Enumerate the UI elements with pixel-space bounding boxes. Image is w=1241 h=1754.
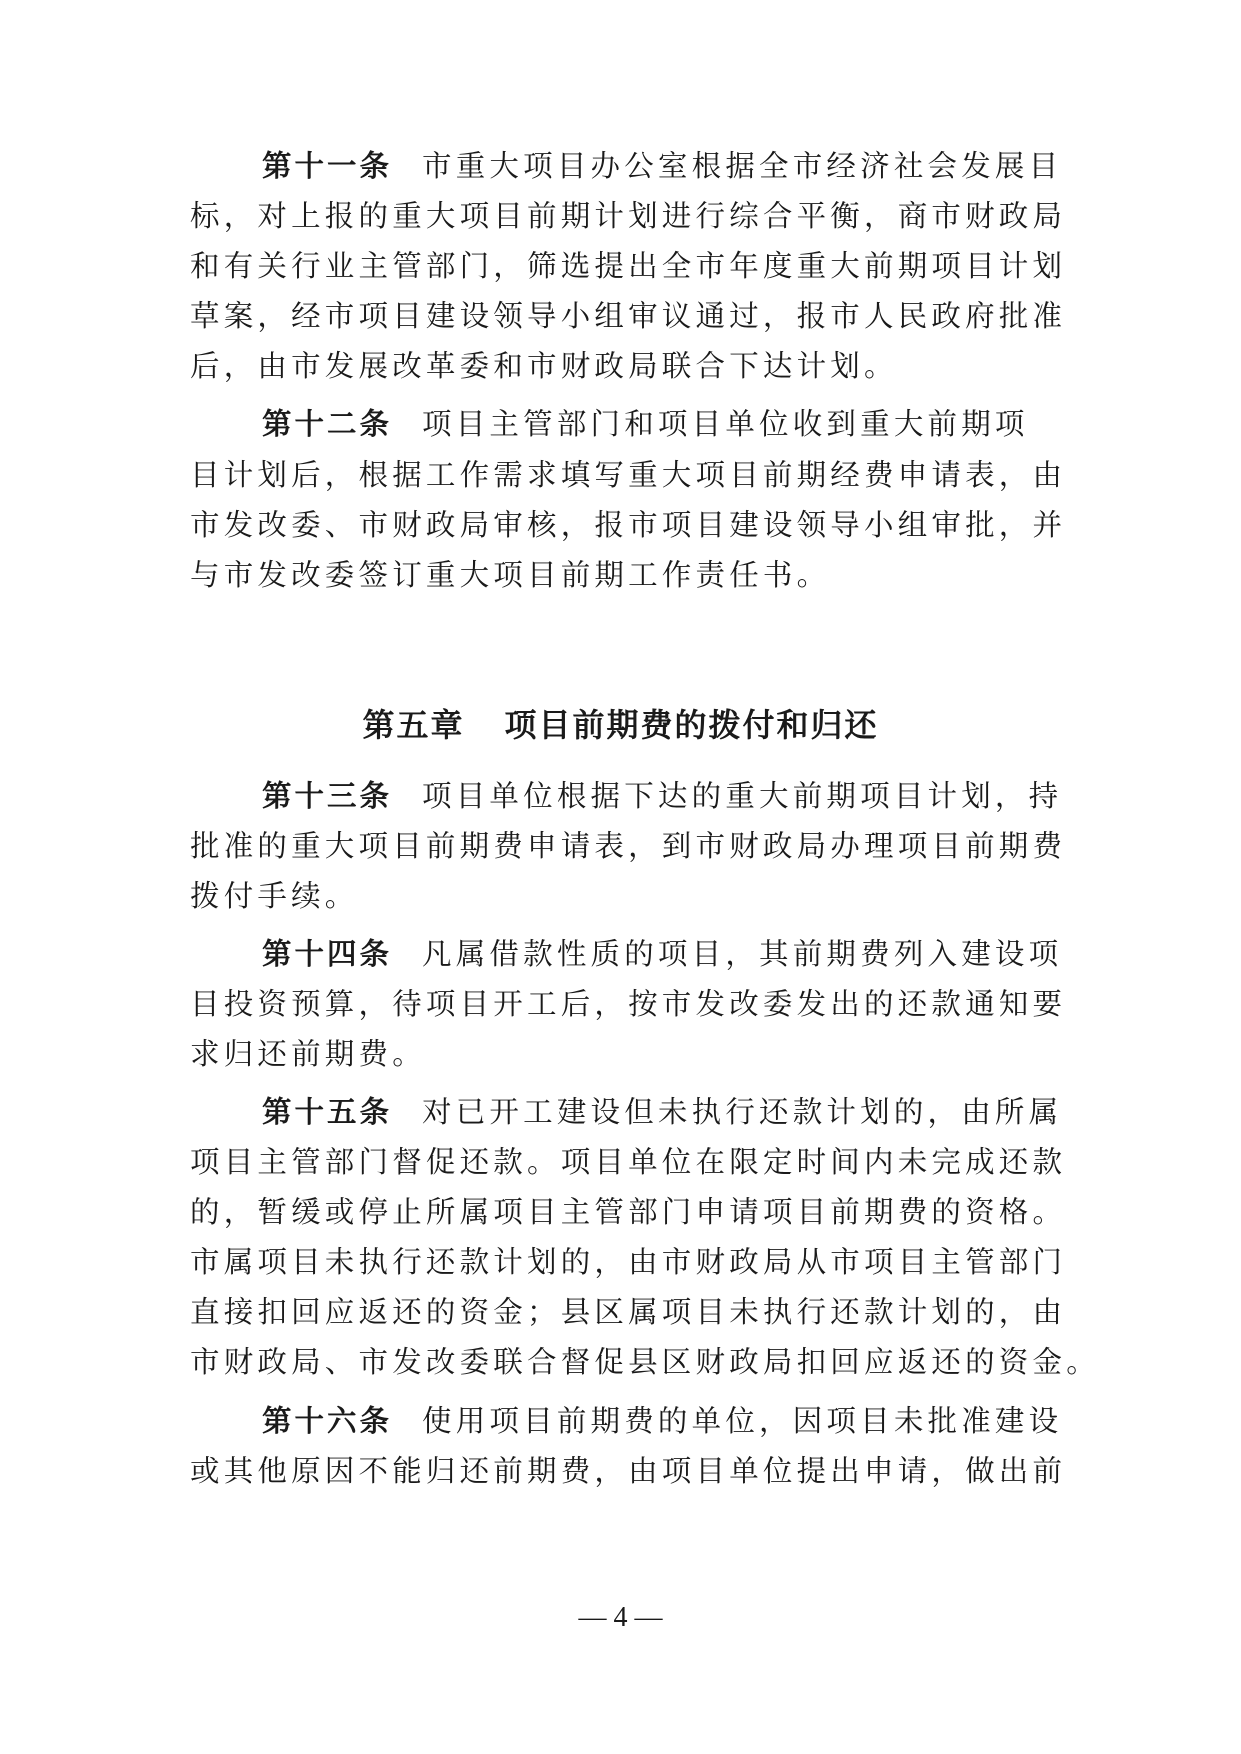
- article-12-text: 项目主管部门和项目单位收到重大前期项: [422, 407, 1029, 441]
- article-11-first-line: [262, 146, 1063, 186]
- article-15-line-2: 项目主管部门督促还款。项目单位在限定时间内未完成还款: [190, 1145, 1067, 1179]
- article-11-line-3: 和有关行业主管部门，筛选提出全市年度重大前期项目计划: [190, 249, 1067, 283]
- article-11-title: 第十一条: [262, 149, 393, 183]
- page-number: — 4 —: [578, 1602, 663, 1633]
- article-15-line-5: 直接扣回应返还的资金；县区属项目未执行还款计划的，由: [190, 1295, 1067, 1329]
- article-11-line-5: 后，由市发展改革委和市财政局联合下达计划。: [190, 349, 898, 383]
- chapter-title: 项目前期费的拨付和归还: [504, 706, 879, 744]
- article-14-first-line: [262, 934, 1063, 974]
- article-15-first-line: [262, 1092, 1063, 1132]
- article-13-title: 第十三条: [262, 779, 393, 813]
- article-12-line-3: 市发改委、市财政局审核，报市项目建设领导小组审批，并: [190, 508, 1067, 542]
- article-11-line-4: 草案，经市项目建设领导小组审议通过，报市人民政府批准: [190, 299, 1067, 333]
- article-15-text: 对已开工建设但未执行还款计划的，由所属: [422, 1095, 1063, 1129]
- article-13-line-3: 拨付手续。: [190, 879, 359, 913]
- article-13-line-2: 批准的重大项目前期费申请表，到市财政局办理项目前期费: [190, 829, 1067, 863]
- article-14-title: 第十四条: [262, 937, 393, 971]
- article-15-title: 第十五条: [262, 1095, 393, 1129]
- article-14-line-2: 目投资预算，待项目开工后，按市发改委发出的还款通知要: [190, 987, 1067, 1021]
- article-16-first-line: [262, 1401, 1063, 1441]
- article-16-line-2: 或其他原因不能归还前期费，由项目单位提出申请，做出前: [190, 1454, 1067, 1488]
- article-12-line-4: 与市发改委签订重大项目前期工作责任书。: [190, 558, 831, 592]
- article-11-text: 市重大项目办公室根据全市经济社会发展目: [422, 149, 1063, 183]
- article-13-first-line: [262, 776, 1063, 816]
- article-15-line-3: 的，暂缓或停止所属项目主管部门申请项目前期费的资格。: [190, 1195, 1067, 1229]
- article-11-line-2: 标，对上报的重大项目前期计划进行综合平衡，商市财政局: [190, 199, 1067, 233]
- article-16-text: 使用项目前期费的单位，因项目未批准建设: [422, 1404, 1063, 1438]
- article-15-line-4: 市属项目未执行还款计划的，由市财政局从市项目主管部门: [190, 1245, 1067, 1279]
- chapter-number: 第五章: [362, 706, 465, 744]
- article-13-text: 项目单位根据下达的重大前期项目计划，持: [422, 779, 1063, 813]
- article-14-text: 凡属借款性质的项目，其前期费列入建设项: [422, 937, 1063, 971]
- article-12-title: 第十二条: [262, 407, 393, 441]
- article-15-line-6: 市财政局、市发改委联合督促县区财政局扣回应返还的资金。: [190, 1345, 1100, 1379]
- article-12-first-line: [262, 404, 1050, 444]
- article-14-line-3: 求归还前期费。: [190, 1037, 426, 1071]
- article-16-title: 第十六条: [262, 1404, 393, 1438]
- article-12-line-2: 目计划后，根据工作需求填写重大项目前期经费申请表，由: [190, 458, 1067, 492]
- chapter-heading: [0, 703, 1241, 747]
